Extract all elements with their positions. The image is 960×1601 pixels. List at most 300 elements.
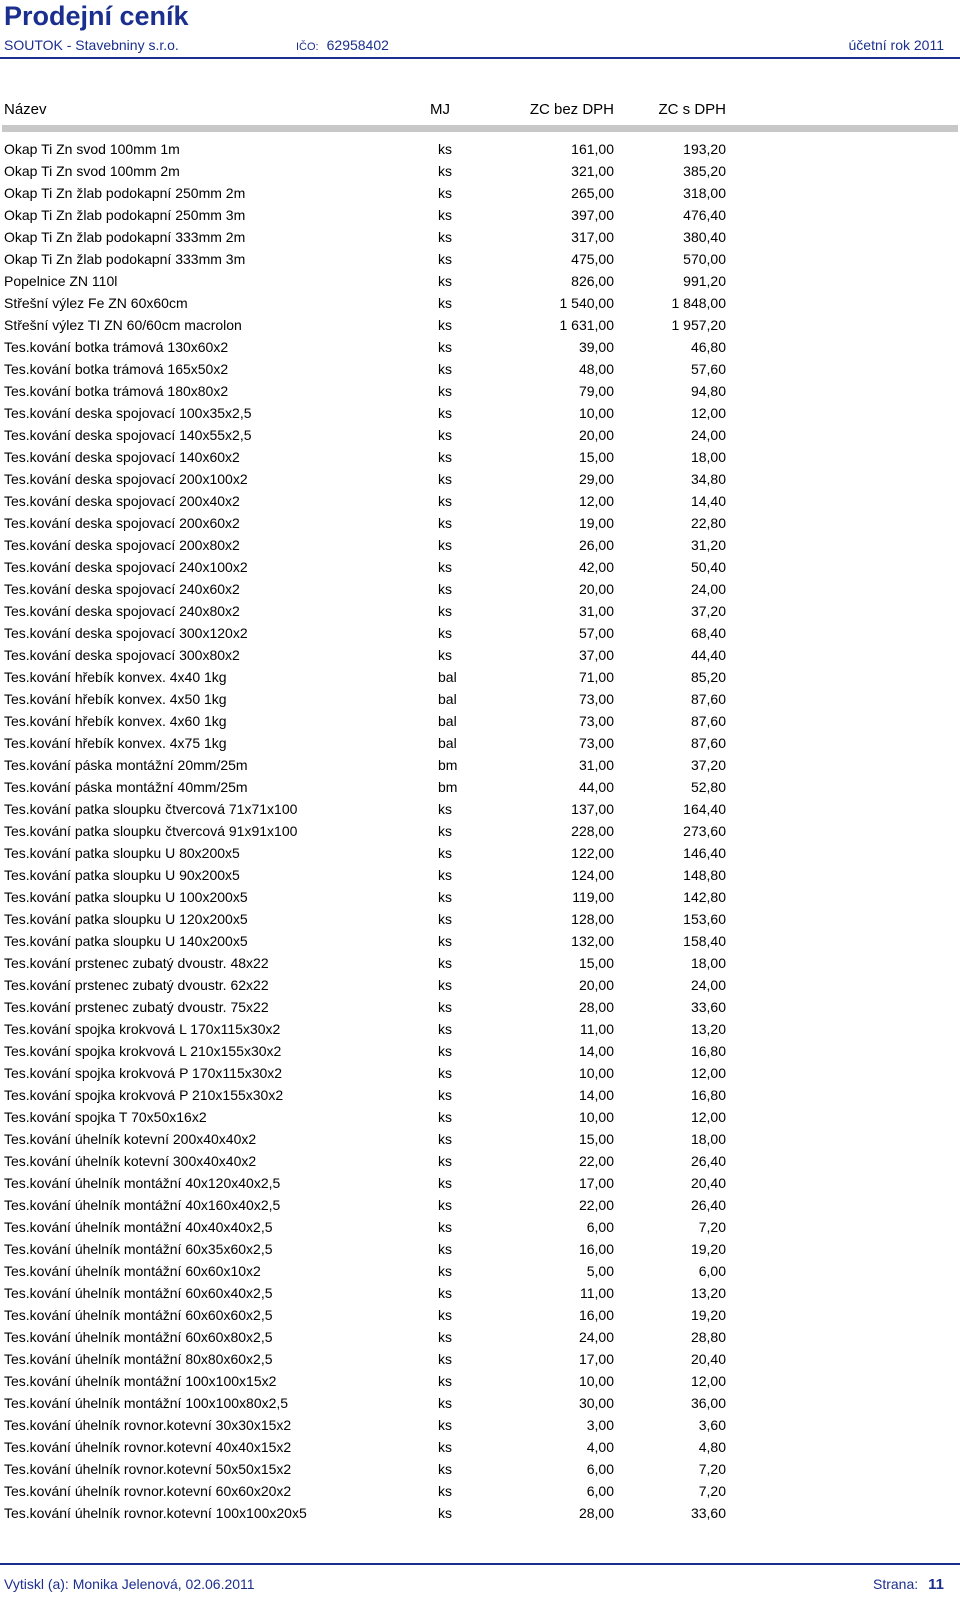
table-row xyxy=(0,1238,960,1260)
item-unit: ks xyxy=(438,1329,452,1345)
table-row xyxy=(0,336,960,358)
item-price-inc-vat: 20,40 xyxy=(690,1351,726,1367)
column-header-name: Název xyxy=(4,101,47,118)
item-price-inc-vat: 7,20 xyxy=(698,1483,726,1499)
item-price-inc-vat: 44,40 xyxy=(690,647,726,663)
item-unit: ks xyxy=(438,955,452,971)
item-unit: ks xyxy=(438,1505,452,1521)
item-price-inc-vat: 146,40 xyxy=(683,845,726,861)
item-price-ex-vat: 19,00 xyxy=(578,515,614,531)
item-price-ex-vat: 31,00 xyxy=(578,757,614,773)
item-name: Tes.kování úhelník montážní 60x60x10x2 xyxy=(4,1263,261,1279)
item-unit: ks xyxy=(438,867,452,883)
item-name: Tes.kování úhelník kotevní 300x40x40x2 xyxy=(4,1153,257,1169)
item-price-inc-vat: 57,60 xyxy=(690,361,726,377)
item-name: Střešní výlez Fe ZN 60x60cm xyxy=(4,295,188,311)
item-name: Tes.kování úhelník montážní 100x100x15x2 xyxy=(4,1373,277,1389)
item-name: Tes.kování deska spojovací 140x60x2 xyxy=(4,449,240,465)
item-unit: ks xyxy=(438,449,452,465)
item-name: Tes.kování deska spojovací 100x35x2,5 xyxy=(4,405,252,421)
item-price-inc-vat: 991,20 xyxy=(683,273,726,289)
item-unit: ks xyxy=(438,1043,452,1059)
item-price-inc-vat: 16,80 xyxy=(690,1087,726,1103)
item-price-ex-vat: 73,00 xyxy=(578,691,614,707)
item-name: Tes.kování úhelník montážní 60x60x40x2,5 xyxy=(4,1285,273,1301)
table-row xyxy=(0,182,960,204)
item-unit: ks xyxy=(438,823,452,839)
item-name: Tes.kování páska montážní 20mm/25m xyxy=(4,757,248,773)
page-indicator xyxy=(873,1575,944,1594)
item-price-inc-vat: 37,20 xyxy=(690,603,726,619)
table-row xyxy=(0,534,960,556)
item-name: Tes.kování deska spojovací 140x55x2,5 xyxy=(4,427,252,443)
item-price-ex-vat: 20,00 xyxy=(578,581,614,597)
item-unit: ks xyxy=(438,845,452,861)
item-price-ex-vat: 321,00 xyxy=(571,163,614,179)
item-price-ex-vat: 10,00 xyxy=(578,1065,614,1081)
item-price-inc-vat: 94,80 xyxy=(690,383,726,399)
item-unit: ks xyxy=(438,933,452,949)
item-price-ex-vat: 24,00 xyxy=(578,1329,614,1345)
item-price-inc-vat: 12,00 xyxy=(690,405,726,421)
table-row xyxy=(0,1062,960,1084)
item-price-inc-vat: 153,60 xyxy=(683,911,726,927)
item-price-ex-vat: 22,00 xyxy=(578,1197,614,1213)
table-row xyxy=(0,1084,960,1106)
table-row xyxy=(0,1436,960,1458)
table-row xyxy=(0,358,960,380)
item-price-ex-vat: 48,00 xyxy=(578,361,614,377)
table-row xyxy=(0,864,960,886)
item-unit: ks xyxy=(438,1241,452,1257)
item-unit: ks xyxy=(438,1461,452,1477)
table-row xyxy=(0,1128,960,1150)
item-price-ex-vat: 10,00 xyxy=(578,1373,614,1389)
item-price-inc-vat: 7,20 xyxy=(698,1219,726,1235)
item-unit: ks xyxy=(438,185,452,201)
item-name: Tes.kování úhelník montážní 60x60x60x2,5 xyxy=(4,1307,273,1323)
item-price-inc-vat: 28,80 xyxy=(690,1329,726,1345)
table-row xyxy=(0,754,960,776)
item-name: Tes.kování spojka krokvová L 170x115x30x2 xyxy=(4,1021,281,1037)
table-row xyxy=(0,600,960,622)
table-row xyxy=(0,732,960,754)
item-unit: ks xyxy=(438,141,452,157)
item-name: Tes.kování deska spojovací 200x100x2 xyxy=(4,471,248,487)
item-price-ex-vat: 1 540,00 xyxy=(559,295,614,311)
ico-label: IČO: xyxy=(296,41,319,53)
item-price-ex-vat: 15,00 xyxy=(578,955,614,971)
item-price-ex-vat: 124,00 xyxy=(571,867,614,883)
item-unit: ks xyxy=(438,1307,452,1323)
footer-divider xyxy=(0,1563,960,1565)
item-price-inc-vat: 22,80 xyxy=(690,515,726,531)
item-unit: ks xyxy=(438,317,452,333)
table-row xyxy=(0,1392,960,1414)
item-name: Okap Ti Zn svod 100mm 2m xyxy=(4,163,180,179)
item-price-ex-vat: 12,00 xyxy=(578,493,614,509)
item-unit: ks xyxy=(438,1263,452,1279)
table-row xyxy=(0,402,960,424)
item-price-inc-vat: 7,20 xyxy=(698,1461,726,1477)
item-price-ex-vat: 16,00 xyxy=(578,1241,614,1257)
item-price-ex-vat: 20,00 xyxy=(578,427,614,443)
item-price-ex-vat: 10,00 xyxy=(578,1109,614,1125)
item-price-inc-vat: 46,80 xyxy=(690,339,726,355)
page-label: Strana: xyxy=(873,1576,919,1592)
item-unit: ks xyxy=(438,339,452,355)
item-name: Tes.kování úhelník montážní 60x35x60x2,5 xyxy=(4,1241,273,1257)
table-row xyxy=(0,204,960,226)
table-row xyxy=(0,314,960,336)
item-name: Tes.kování deska spojovací 200x60x2 xyxy=(4,515,240,531)
item-unit: ks xyxy=(438,801,452,817)
item-name: Tes.kování úhelník montážní 40x160x40x2,5 xyxy=(4,1197,281,1213)
item-price-inc-vat: 19,20 xyxy=(690,1241,726,1257)
item-price-inc-vat: 476,40 xyxy=(683,207,726,223)
item-name: Tes.kování deska spojovací 240x60x2 xyxy=(4,581,240,597)
item-unit: bal xyxy=(438,691,457,707)
table-row xyxy=(0,1304,960,1326)
item-price-ex-vat: 5,00 xyxy=(586,1263,614,1279)
item-price-inc-vat: 50,40 xyxy=(690,559,726,575)
item-price-inc-vat: 380,40 xyxy=(683,229,726,245)
item-price-inc-vat: 26,40 xyxy=(690,1197,726,1213)
header-divider xyxy=(0,57,960,59)
item-price-inc-vat: 273,60 xyxy=(683,823,726,839)
item-price-inc-vat: 164,40 xyxy=(683,801,726,817)
table-row xyxy=(0,1326,960,1348)
item-name: Tes.kování botka trámová 130x60x2 xyxy=(4,339,229,355)
item-unit: ks xyxy=(438,1439,452,1455)
table-row xyxy=(0,1216,960,1238)
table-row xyxy=(0,1018,960,1040)
item-unit: ks xyxy=(438,999,452,1015)
item-price-ex-vat: 42,00 xyxy=(578,559,614,575)
item-price-inc-vat: 87,60 xyxy=(690,713,726,729)
item-price-ex-vat: 73,00 xyxy=(578,735,614,751)
item-name: Tes.kování úhelník montážní 40x120x40x2,5 xyxy=(4,1175,281,1191)
table-row xyxy=(0,556,960,578)
item-name: Tes.kování botka trámová 180x80x2 xyxy=(4,383,229,399)
item-price-ex-vat: 39,00 xyxy=(578,339,614,355)
item-unit: ks xyxy=(438,1153,452,1169)
item-name: Tes.kování hřebík konvex. 4x75 1kg xyxy=(4,735,227,751)
item-price-ex-vat: 31,00 xyxy=(578,603,614,619)
item-name: Tes.kování hřebík konvex. 4x50 1kg xyxy=(4,691,227,707)
item-price-inc-vat: 34,80 xyxy=(690,471,726,487)
item-price-ex-vat: 16,00 xyxy=(578,1307,614,1323)
table-row xyxy=(0,1260,960,1282)
item-unit: bal xyxy=(438,735,457,751)
column-header-price-inc-vat: ZC s DPH xyxy=(658,101,726,118)
table-row xyxy=(0,1040,960,1062)
item-name: Tes.kování deska spojovací 240x100x2 xyxy=(4,559,248,575)
item-price-inc-vat: 16,80 xyxy=(690,1043,726,1059)
item-price-ex-vat: 475,00 xyxy=(571,251,614,267)
table-row xyxy=(0,1150,960,1172)
item-unit: ks xyxy=(438,251,452,267)
item-unit: ks xyxy=(438,1417,452,1433)
company-ico xyxy=(296,36,389,54)
item-name: Tes.kování prstenec zubatý dvoustr. 62x22 xyxy=(4,977,269,993)
item-price-ex-vat: 10,00 xyxy=(578,405,614,421)
item-name: Tes.kování patka sloupku U 90x200x5 xyxy=(4,867,240,883)
item-unit: ks xyxy=(438,603,452,619)
item-unit: ks xyxy=(438,493,452,509)
item-unit: ks xyxy=(438,559,452,575)
table-row xyxy=(0,1348,960,1370)
item-unit: ks xyxy=(438,295,452,311)
item-price-inc-vat: 33,60 xyxy=(690,1505,726,1521)
item-price-ex-vat: 128,00 xyxy=(571,911,614,927)
item-price-ex-vat: 14,00 xyxy=(578,1043,614,1059)
item-name: Tes.kování botka trámová 165x50x2 xyxy=(4,361,229,377)
item-price-ex-vat: 73,00 xyxy=(578,713,614,729)
table-row xyxy=(0,1172,960,1194)
item-price-inc-vat: 18,00 xyxy=(690,955,726,971)
item-price-ex-vat: 22,00 xyxy=(578,1153,614,1169)
item-price-inc-vat: 12,00 xyxy=(690,1065,726,1081)
item-unit: ks xyxy=(438,383,452,399)
item-price-ex-vat: 44,00 xyxy=(578,779,614,795)
item-unit: ks xyxy=(438,889,452,905)
item-price-ex-vat: 17,00 xyxy=(578,1175,614,1191)
item-unit: ks xyxy=(438,1373,452,1389)
item-price-inc-vat: 19,20 xyxy=(690,1307,726,1323)
item-name: Tes.kování patka sloupku U 100x200x5 xyxy=(4,889,248,905)
table-row xyxy=(0,468,960,490)
item-name: Tes.kování hřebík konvex. 4x60 1kg xyxy=(4,713,227,729)
item-price-ex-vat: 28,00 xyxy=(578,1505,614,1521)
table-row xyxy=(0,160,960,182)
item-name: Tes.kování prstenec zubatý dvoustr. 48x22 xyxy=(4,955,269,971)
table-row xyxy=(0,1414,960,1436)
item-unit: ks xyxy=(438,1021,452,1037)
table-row xyxy=(0,138,960,160)
item-price-inc-vat: 31,20 xyxy=(690,537,726,553)
item-price-inc-vat: 6,00 xyxy=(698,1263,726,1279)
item-name: Střešní výlez TI ZN 60/60cm macrolon xyxy=(4,317,242,333)
item-price-ex-vat: 132,00 xyxy=(571,933,614,949)
table-row xyxy=(0,424,960,446)
item-price-inc-vat: 18,00 xyxy=(690,449,726,465)
item-price-ex-vat: 161,00 xyxy=(571,141,614,157)
table-row xyxy=(0,1502,960,1524)
item-unit: ks xyxy=(438,1197,452,1213)
item-price-inc-vat: 3,60 xyxy=(698,1417,726,1433)
table-row xyxy=(0,798,960,820)
item-name: Tes.kování patka sloupku U 80x200x5 xyxy=(4,845,240,861)
item-name: Tes.kování deska spojovací 300x80x2 xyxy=(4,647,240,663)
item-name: Tes.kování deska spojovací 240x80x2 xyxy=(4,603,240,619)
item-name: Okap Ti Zn svod 100mm 1m xyxy=(4,141,180,157)
item-price-ex-vat: 29,00 xyxy=(578,471,614,487)
item-price-ex-vat: 6,00 xyxy=(586,1483,614,1499)
item-unit: ks xyxy=(438,537,452,553)
table-row xyxy=(0,644,960,666)
item-price-ex-vat: 17,00 xyxy=(578,1351,614,1367)
item-unit: bm xyxy=(438,779,458,795)
table-row xyxy=(0,1458,960,1480)
item-name: Tes.kování deska spojovací 200x40x2 xyxy=(4,493,240,509)
item-name: Okap Ti Zn žlab podokapní 333mm 3m xyxy=(4,251,246,267)
item-name: Popelnice ZN 110l xyxy=(4,273,118,289)
item-price-inc-vat: 18,00 xyxy=(690,1131,726,1147)
item-price-inc-vat: 33,60 xyxy=(690,999,726,1015)
item-unit: bal xyxy=(438,669,457,685)
table-row xyxy=(0,1282,960,1304)
header-separator-bar xyxy=(2,125,958,132)
item-name: Tes.kování úhelník montážní 80x80x60x2,5 xyxy=(4,1351,273,1367)
item-unit: ks xyxy=(438,647,452,663)
item-price-inc-vat: 36,00 xyxy=(690,1395,726,1411)
item-name: Tes.kování páska montážní 40mm/25m xyxy=(4,779,248,795)
table-row xyxy=(0,666,960,688)
item-name: Tes.kování úhelník montážní 40x40x40x2,5 xyxy=(4,1219,273,1235)
item-name: Tes.kování spojka krokvová P 210x155x30x2 xyxy=(4,1087,284,1103)
item-name: Okap Ti Zn žlab podokapní 250mm 2m xyxy=(4,185,246,201)
column-header-unit: MJ xyxy=(430,101,450,118)
item-price-inc-vat: 37,20 xyxy=(690,757,726,773)
item-price-ex-vat: 1 631,00 xyxy=(559,317,614,333)
item-unit: ks xyxy=(438,1109,452,1125)
item-price-inc-vat: 26,40 xyxy=(690,1153,726,1169)
table-row xyxy=(0,226,960,248)
item-unit: ks xyxy=(438,1483,452,1499)
item-unit: ks xyxy=(438,1131,452,1147)
column-header-price-ex-vat: ZC bez DPH xyxy=(529,101,614,118)
table-row xyxy=(0,776,960,798)
table-row xyxy=(0,578,960,600)
item-price-inc-vat: 318,00 xyxy=(683,185,726,201)
item-price-inc-vat: 1 957,20 xyxy=(671,317,726,333)
item-price-inc-vat: 87,60 xyxy=(690,735,726,751)
page-title: Prodejní ceník xyxy=(4,1,189,31)
table-row xyxy=(0,996,960,1018)
item-price-inc-vat: 13,20 xyxy=(690,1285,726,1301)
item-price-ex-vat: 122,00 xyxy=(571,845,614,861)
item-price-ex-vat: 15,00 xyxy=(578,449,614,465)
table-row xyxy=(0,292,960,314)
fiscal-year: účetní rok 2011 xyxy=(848,37,944,53)
item-price-ex-vat: 397,00 xyxy=(571,207,614,223)
item-price-inc-vat: 158,40 xyxy=(683,933,726,949)
item-price-ex-vat: 228,00 xyxy=(571,823,614,839)
table-row xyxy=(0,842,960,864)
item-name: Tes.kování patka sloupku čtvercová 71x71x100 xyxy=(4,801,298,817)
item-name: Tes.kování patka sloupku U 120x200x5 xyxy=(4,911,248,927)
item-unit: ks xyxy=(438,273,452,289)
table-row xyxy=(0,490,960,512)
item-unit: ks xyxy=(438,1219,452,1235)
table-row xyxy=(0,820,960,842)
item-price-ex-vat: 37,00 xyxy=(578,647,614,663)
item-name: Tes.kování spojka krokvová L 210x155x30x2 xyxy=(4,1043,282,1059)
item-price-ex-vat: 30,00 xyxy=(578,1395,614,1411)
item-unit: ks xyxy=(438,405,452,421)
item-name: Tes.kování patka sloupku U 140x200x5 xyxy=(4,933,248,949)
item-price-inc-vat: 148,80 xyxy=(683,867,726,883)
item-name: Tes.kování úhelník rovnor.kotevní 30x30x15x2 xyxy=(4,1417,292,1433)
item-price-inc-vat: 24,00 xyxy=(690,581,726,597)
item-name: Tes.kování úhelník rovnor.kotevní 40x40x15x2 xyxy=(4,1439,292,1455)
item-unit: ks xyxy=(438,427,452,443)
item-name: Tes.kování hřebík konvex. 4x40 1kg xyxy=(4,669,227,685)
item-unit: ks xyxy=(438,581,452,597)
item-price-ex-vat: 14,00 xyxy=(578,1087,614,1103)
item-price-ex-vat: 265,00 xyxy=(571,185,614,201)
item-name: Tes.kování úhelník montážní 60x60x80x2,5 xyxy=(4,1329,273,1345)
item-name: Tes.kování úhelník rovnor.kotevní 60x60x20x2 xyxy=(4,1483,292,1499)
item-unit: ks xyxy=(438,1175,452,1191)
item-unit: ks xyxy=(438,361,452,377)
item-name: Okap Ti Zn žlab podokapní 250mm 3m xyxy=(4,207,246,223)
table-row xyxy=(0,270,960,292)
item-price-ex-vat: 57,00 xyxy=(578,625,614,641)
table-row xyxy=(0,248,960,270)
item-name: Tes.kování deska spojovací 300x120x2 xyxy=(4,625,248,641)
item-price-inc-vat: 4,80 xyxy=(698,1439,726,1455)
item-price-ex-vat: 4,00 xyxy=(586,1439,614,1455)
table-row xyxy=(0,886,960,908)
item-price-ex-vat: 137,00 xyxy=(571,801,614,817)
item-unit: ks xyxy=(438,1351,452,1367)
item-name: Tes.kování deska spojovací 200x80x2 xyxy=(4,537,240,553)
item-unit: ks xyxy=(438,911,452,927)
item-price-ex-vat: 26,00 xyxy=(578,537,614,553)
item-price-inc-vat: 1 848,00 xyxy=(671,295,726,311)
item-unit: ks xyxy=(438,207,452,223)
item-price-inc-vat: 68,40 xyxy=(690,625,726,641)
item-unit: ks xyxy=(438,977,452,993)
item-price-ex-vat: 3,00 xyxy=(586,1417,614,1433)
item-price-inc-vat: 52,80 xyxy=(690,779,726,795)
item-price-inc-vat: 13,20 xyxy=(690,1021,726,1037)
item-unit: ks xyxy=(438,163,452,179)
item-unit: ks xyxy=(438,1087,452,1103)
table-row xyxy=(0,446,960,468)
table-row xyxy=(0,1194,960,1216)
item-unit: ks xyxy=(438,1395,452,1411)
item-price-ex-vat: 6,00 xyxy=(586,1461,614,1477)
item-unit: ks xyxy=(438,625,452,641)
item-name: Tes.kování úhelník rovnor.kotevní 100x100x20x5 xyxy=(4,1505,307,1521)
table-row xyxy=(0,710,960,732)
item-price-inc-vat: 193,20 xyxy=(683,141,726,157)
item-price-inc-vat: 24,00 xyxy=(690,977,726,993)
item-name: Tes.kování spojka krokvová P 170x115x30x2 xyxy=(4,1065,283,1081)
item-unit: ks xyxy=(438,1065,452,1081)
item-price-inc-vat: 12,00 xyxy=(690,1109,726,1125)
item-price-inc-vat: 385,20 xyxy=(683,163,726,179)
item-name: Tes.kování úhelník kotevní 200x40x40x2 xyxy=(4,1131,257,1147)
page-number: 11 xyxy=(928,1576,944,1593)
item-price-inc-vat: 570,00 xyxy=(683,251,726,267)
table-row xyxy=(0,1370,960,1392)
item-price-ex-vat: 119,00 xyxy=(572,889,614,905)
item-name: Tes.kování prstenec zubatý dvoustr. 75x22 xyxy=(4,999,269,1015)
item-unit: bal xyxy=(438,713,457,729)
company-name: SOUTOK - Stavebniny s.r.o. xyxy=(4,37,179,53)
table-row xyxy=(0,380,960,402)
item-price-ex-vat: 6,00 xyxy=(586,1219,614,1235)
item-price-inc-vat: 20,40 xyxy=(690,1175,726,1191)
item-price-inc-vat: 24,00 xyxy=(690,427,726,443)
item-price-inc-vat: 12,00 xyxy=(690,1373,726,1389)
item-price-ex-vat: 11,00 xyxy=(580,1285,614,1301)
item-price-ex-vat: 71,00 xyxy=(578,669,614,685)
